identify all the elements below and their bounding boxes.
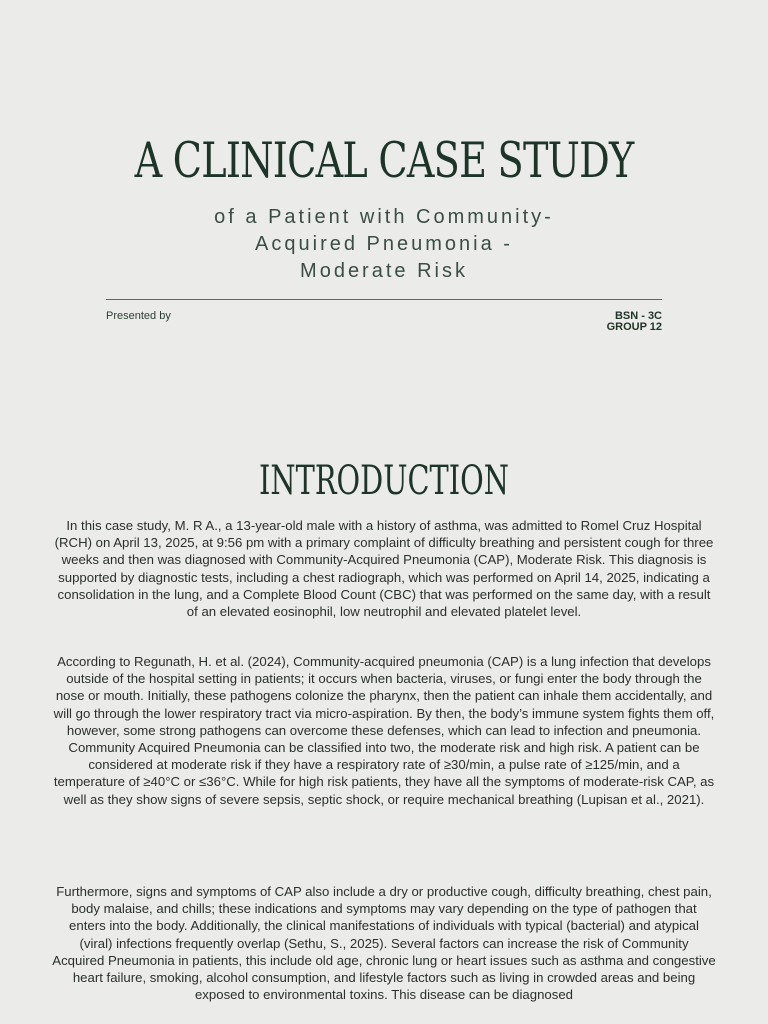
group-label: GROUP 12	[606, 321, 662, 333]
section-label: BSN - 3C	[614, 310, 662, 322]
intro-paragraph-3: Furthermore, signs and symptoms of CAP also include a dry or productive cough, difficulty breathing, chest pain, body malaise, and chills; these indications and symptoms may vary depending on the type of pathogen that enters into the body. Additionally, the clinical manifestations of individuals with typical (bacterial) and atypical (viral) infections frequently overlap (Sethu, S., 2025). Several factors can increase the risk of Community Acquired Pneumonia in patients, this include old age, chronic lung or heart issues such as asthma and congestive heart failure, smoking, alcohol consumption, and lifestyle factors such as living in crowded areas and being exposed to environmental toxins. This disease can be diagnosed	[52, 884, 716, 1003]
introduction-heading: INTRODUCTION	[259, 458, 509, 504]
presented-by-label: Presented by	[106, 310, 171, 322]
subtitle-line: Acquired Pneumonia -	[255, 233, 513, 255]
subtitle-line: Moderate Risk	[300, 260, 468, 282]
intro-paragraph-1: In this case study, M. R A., a 13-year-old male with a history of asthma, was admitted to Romel Cruz Hospital (RCH) on April 13, 2025, at 9:56 pm with a primary complaint of difficulty breathing and persistent cough for three weeks and then was diagnosed with Community-Acquired Pneumonia (CAP), Moderate Risk. This diagnosis is supported by diagnostic tests, including a chest radiograph, which was performed on April 14, 2025, indicating a consolidation in the lung, and a Complete Blood Count (CBC) that was performed on the same day, with a result of an elevated eosinophil, low neutrophil and elevated platelet level.	[54, 518, 714, 620]
subtitle-line: of a Patient with Community-	[214, 206, 554, 228]
document-title: A CLINICAL CASE STUDY	[134, 132, 634, 189]
document-subtitle	[100, 204, 668, 285]
intro-paragraph-2: According to Regunath, H. et al. (2024), Community-acquired pneumonia (CAP) is a lung infection that develops outside of the hospital setting in patients; it occurs when bacteria, viruses, or fungi enter the body through the nose or mouth. Initially, these pathogens colonize the pharynx, then the patient can inhale them accidentally, and will go through the lower respiratory tract via micro-aspiration. By then, the body’s immune system fights them off, however, some strong pathogens can overcome these defenses, which can lead to infection and pneumonia. Community Acquired Pneumonia can be classified into two, the moderate risk and high risk. A patient can be considered at moderate risk if they have a respiratory rate of ≥30/min, a pulse rate of ≥125/min, and a temperature of ≥40°C or ≤36°C. While for high risk patients, they have all the symptoms of moderate-risk CAP, as well as they show signs of severe sepsis, septic shock, or require mechanical breathing (Lupisan et al., 2021).	[53, 654, 715, 807]
divider	[106, 299, 662, 300]
group-info	[607, 311, 662, 333]
